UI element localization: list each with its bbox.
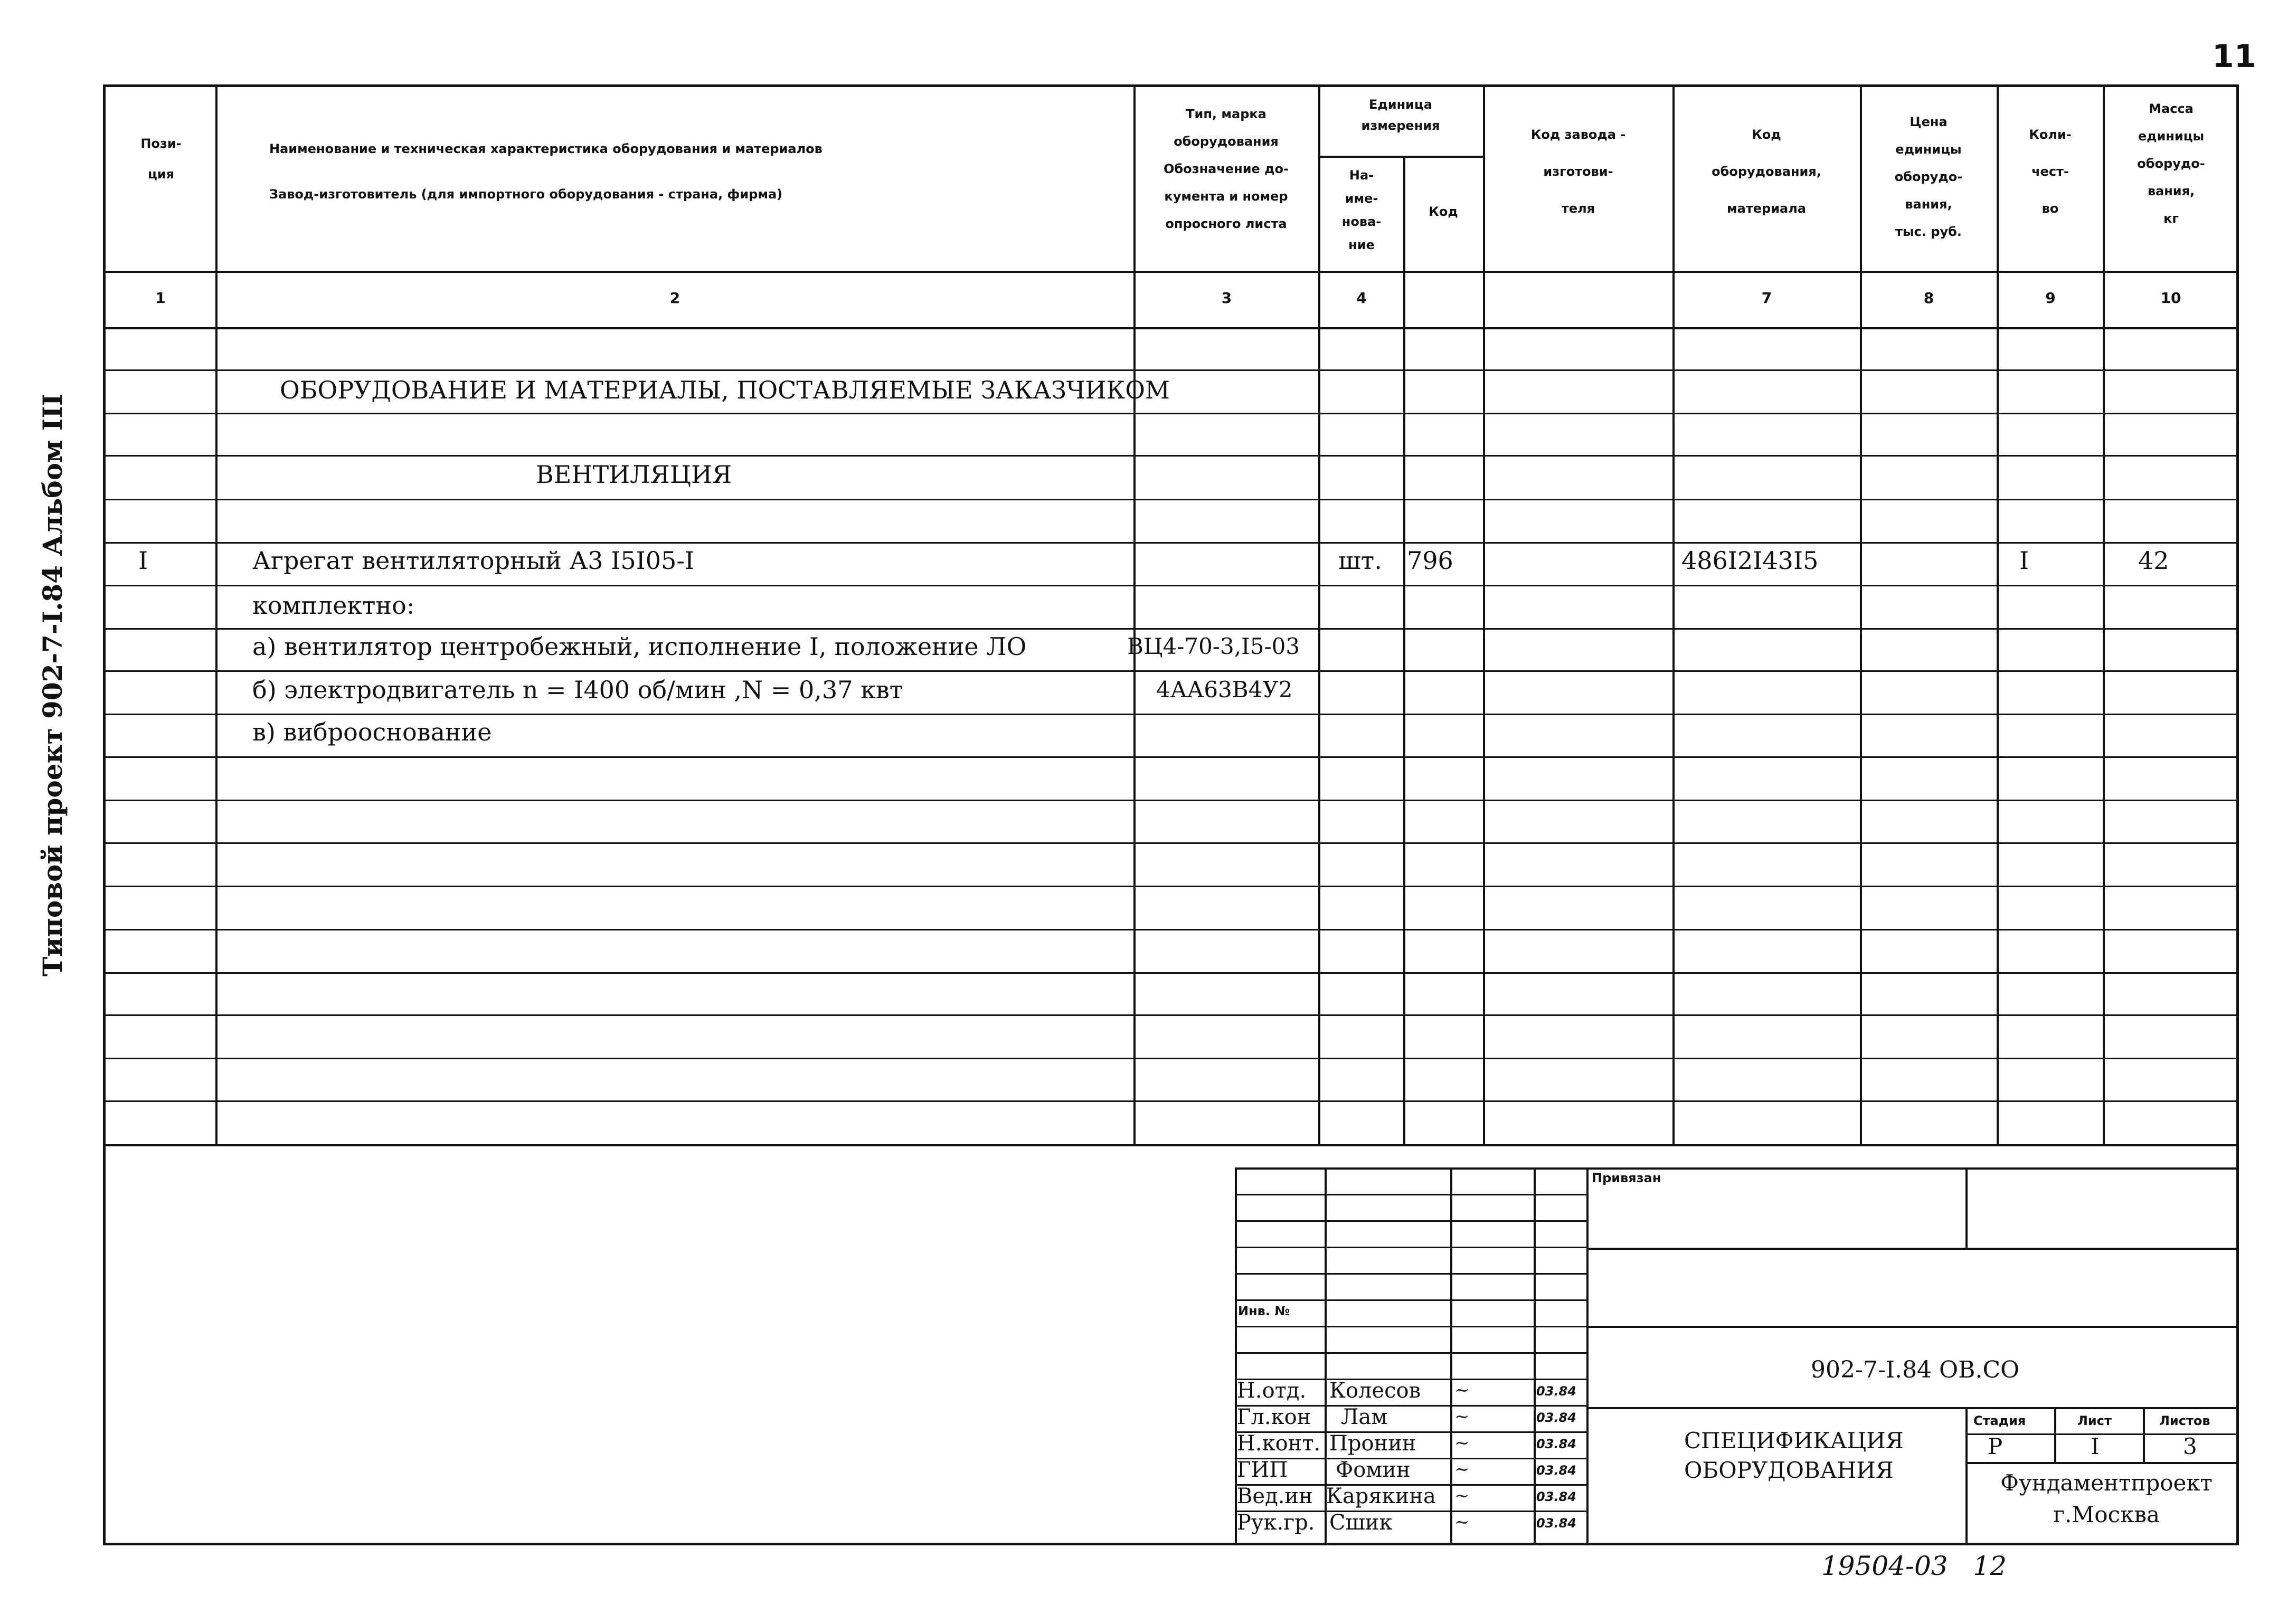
staff-name: Лам: [1341, 1405, 1388, 1429]
col-number-3: 3: [1221, 289, 1232, 307]
staff-date: 03.84: [1536, 1516, 1576, 1531]
header-price: Цена единицы оборудо- вания, тыс. руб.: [1894, 115, 1963, 239]
stage-label: Стадия: [1973, 1413, 2026, 1428]
staff-role: Вед.ин: [1237, 1484, 1313, 1508]
header-factory-code: Код завода - изготови- теля: [1530, 127, 1626, 216]
component-a-type: ВЦ4-70-3,I5-03: [1127, 633, 1300, 659]
staff-name: Колесов: [1329, 1379, 1421, 1403]
staff-signature: ~: [1454, 1380, 1470, 1401]
staff-signature: ~: [1454, 1512, 1470, 1533]
col-number-10: 10: [2160, 289, 2181, 307]
section-title: ОБОРУДОВАНИЕ И МАТЕРИАЛЫ, ПОСТАВЛЯЕМЫЕ ЗАКАЗЧИКОМ: [280, 376, 1170, 404]
staff-signature: ~: [1454, 1406, 1470, 1427]
header-position: Пози- ция: [140, 136, 182, 182]
header-quantity: Коли- чест- во: [2029, 127, 2072, 216]
staff-name: Сшик: [1329, 1511, 1393, 1535]
inventory-label: Инв. №: [1238, 1304, 1290, 1318]
item-equipment-code: 486I2I43I5: [1681, 546, 1819, 575]
item-unit: шт.: [1338, 546, 1382, 575]
staff-date: 03.84: [1536, 1384, 1576, 1399]
page-number: 11: [2212, 38, 2256, 75]
staff-signature: ~: [1454, 1459, 1470, 1480]
item-position: I: [138, 546, 148, 575]
attached-label: Привязан: [1592, 1171, 1661, 1185]
item-mass: 42: [2138, 546, 2169, 575]
archive-number: 19504-03 12: [1821, 1551, 2007, 1581]
col-number-7: 7: [1761, 289, 1772, 307]
document-code: 902-7-I.84 ОВ.СО: [1811, 1356, 2020, 1383]
header-equipment-code: Код оборудования, материала: [1712, 127, 1821, 216]
item-name: Агрегат вентиляторный А3 I5I05-I: [252, 546, 695, 575]
stage-value: Р: [1988, 1433, 2003, 1459]
staff-date: 03.84: [1536, 1437, 1576, 1451]
component-b-type: 4АА63В4У2: [1156, 677, 1293, 702]
staff-role: Н.конт.: [1237, 1431, 1321, 1456]
staff-name: Карякина: [1326, 1484, 1436, 1508]
sheet-label: Лист: [2077, 1413, 2112, 1428]
staff-role: Гл.кон: [1237, 1405, 1311, 1429]
organization: Фундаментпроект г.Москва: [2000, 1470, 2213, 1527]
header-mass: Масса единицы оборудо- вания, кг: [2137, 101, 2205, 226]
item-quantity: I: [2019, 546, 2029, 575]
complete-label: комплектно:: [252, 591, 415, 620]
col-number-2: 2: [669, 289, 680, 307]
staff-name: Пронин: [1329, 1431, 1416, 1456]
subsection-title: ВЕНТИЛЯЦИЯ: [536, 460, 732, 489]
header-unit-group: Единица измерения: [1361, 97, 1440, 133]
col-number-8: 8: [1923, 289, 1934, 307]
component-b: б) электродвигатель n = I400 об/мин ,N = 0,37 квт: [252, 676, 903, 704]
component-c: в) виброоснование: [252, 718, 492, 746]
staff-date: 03.84: [1536, 1410, 1576, 1425]
staff-role: Рук.гр.: [1237, 1511, 1315, 1535]
sheets-value: 3: [2183, 1433, 2197, 1459]
header-name: Наименование и техническая характеристика оборудования и материалов Завод-изготовитель (для импортного оборудования - страна, фирма): [269, 141, 823, 202]
staff-signature: ~: [1454, 1485, 1470, 1506]
side-album-label: Типовой проект 902-7-I.84 Альбом III: [37, 393, 68, 976]
header-unit-code: Код: [1429, 204, 1458, 219]
col-number-4: 4: [1356, 289, 1367, 307]
staff-role: ГИП: [1237, 1458, 1288, 1482]
header-type: Тип, марка оборудования Обозначение до- кумента и номер опросного листа: [1164, 107, 1289, 231]
header-unit-name: На- име- нова- ние: [1341, 168, 1382, 252]
document-title: СПЕЦИФИКАЦИЯ ОБОРУДОВАНИЯ: [1684, 1428, 1904, 1483]
sheet-value: I: [2091, 1433, 2100, 1459]
sheets-label: Листов: [2159, 1413, 2210, 1428]
col-number-1: 1: [155, 289, 166, 307]
staff-date: 03.84: [1536, 1489, 1576, 1504]
item-unit-code: 796: [1407, 546, 1453, 575]
staff-role: Н.отд.: [1237, 1379, 1307, 1403]
component-a: а) вентилятор центробежный, исполнение I, положение ЛО: [252, 632, 1027, 661]
staff-date: 03.84: [1536, 1463, 1576, 1478]
staff-name: Фомин: [1336, 1458, 1411, 1482]
staff-signature: ~: [1454, 1432, 1470, 1454]
col-number-9: 9: [2045, 289, 2056, 307]
